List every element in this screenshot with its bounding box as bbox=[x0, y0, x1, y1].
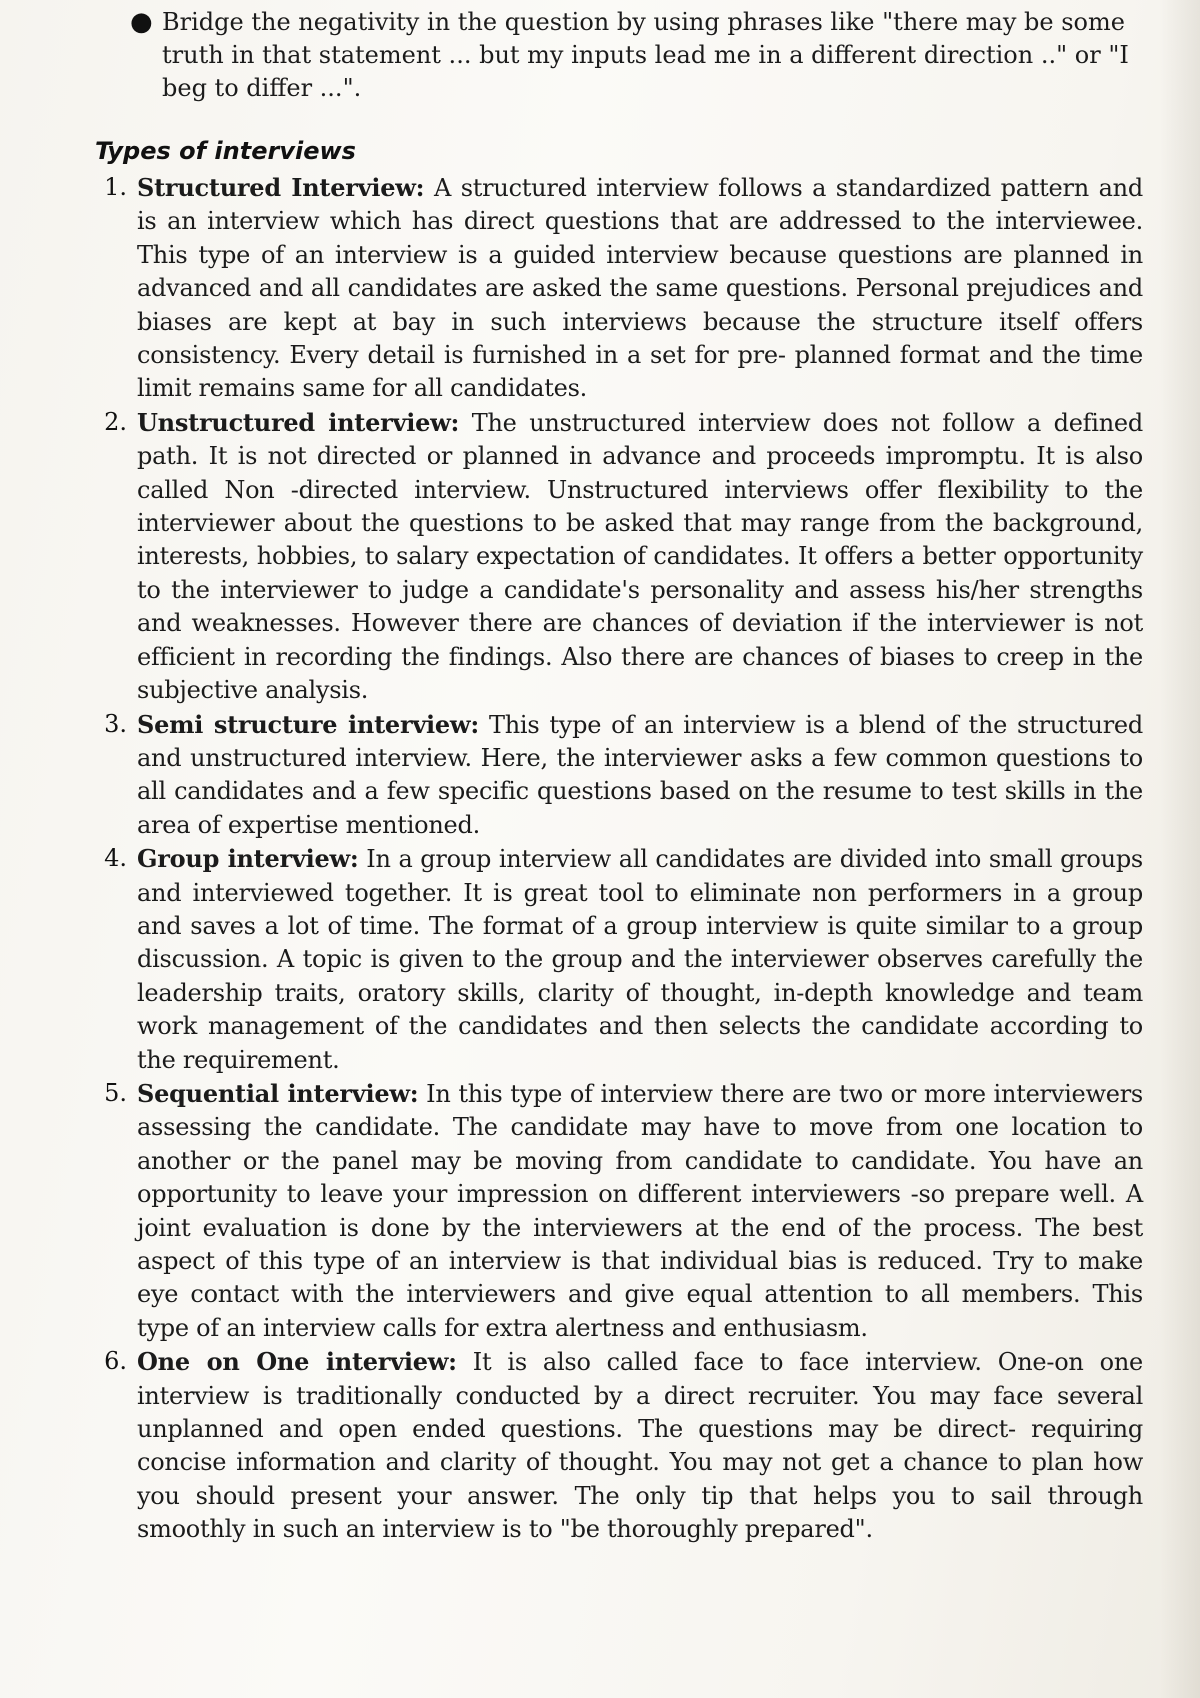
list-item-text: It is also called face to face interview. One-on one interview is traditionally conducted by a direct recruiter. You may face several unplanned and open ended questions. The questions may be direct- requiring concise information and clarity of thought. You may not get a chance to plan how you should present your answer. The only tip that helps you to sail through smoothly in such an interview is to "be thoroughly prepared". bbox=[137, 1348, 1143, 1544]
list-item-body bbox=[137, 708, 1143, 843]
list-item bbox=[95, 406, 1143, 708]
list-item bbox=[95, 842, 1143, 1077]
list-item-body bbox=[137, 406, 1143, 708]
list-item-body bbox=[137, 842, 1143, 1077]
list-item-title: Unstructured interview: bbox=[137, 407, 460, 437]
list-item-number: 3. bbox=[104, 709, 127, 738]
list-item bbox=[95, 171, 1143, 406]
list-item-title: Sequential interview: bbox=[137, 1078, 419, 1108]
list-item-number: 4. bbox=[104, 844, 127, 873]
page-edge-shadow bbox=[1160, 0, 1200, 1698]
list-item-body bbox=[137, 171, 1143, 406]
interview-types-list bbox=[95, 171, 1143, 1547]
bullet-dot-icon: ● bbox=[130, 7, 153, 37]
section-heading: Types of interviews bbox=[95, 137, 356, 165]
list-item-number: 2. bbox=[104, 407, 127, 436]
list-item-number: 1. bbox=[104, 173, 127, 201]
list-item-body bbox=[137, 1077, 1143, 1345]
list-item bbox=[95, 1077, 1143, 1345]
list-item bbox=[95, 708, 1143, 843]
page-content bbox=[95, 6, 1143, 1547]
list-item-text: In this type of interview there are two or more interviewers assessing the candidate. The candidate may have to move from one location to another or the panel may be moving from candidate to candidate. You have an opportunity to leave your impression on different interviewers -so prepare well. A joint evaluation is done by the interviewers at the end of the process. The best aspect of this type of an interview is that individual bias is reduced. Try to make eye contact with the interviewers and give equal attention to all members. This type of an interview calls for extra alertness and enthusiasm. bbox=[137, 1079, 1143, 1342]
bullet-item bbox=[130, 6, 1143, 105]
bullet-text: Bridge the negativity in the question by using phrases like "there may be some truth in that statement ... but my inputs lead me in a different direction .." or "I beg to differ ...". bbox=[162, 8, 1129, 102]
list-item-title: One on One interview: bbox=[137, 1347, 457, 1377]
list-item-title: Structured Interview: bbox=[137, 173, 425, 202]
list-item-title: Semi structure interview: bbox=[137, 709, 479, 739]
list-item-number: 6. bbox=[104, 1347, 127, 1376]
list-item-text: A structured interview follows a standardized pattern and is an interview which has direct questions that are addressed to the interviewee. This type of an interview is a guided interview because questions are planned in advanced and all candidates are asked the same questions. Personal prejudices and biases are kept at bay in such interviews because the structure itself offers consistency. Every detail is furnished in a set for pre- planned format and the time limit remains same for all candidates. bbox=[137, 174, 1143, 403]
list-item-text: The unstructured interview does not follow a defined path. It is not directed or planned in advance and proceeds impromptu. It is also called Non -directed interview. Unstructured interviews offer flexibility to the interviewer about the questions to be asked that may range from the background, interests, hobbies, to salary expectation of candidates. It offers a better opportunity to the interviewer to judge a candidate's personality and assess his/her strengths and weaknesses. However there are chances of deviation if the interviewer is not efficient in recording the findings. Also there are chances of biases to creep in the subjective analysis. bbox=[137, 408, 1143, 705]
list-item-title: Group interview: bbox=[137, 844, 359, 874]
list-item bbox=[95, 1345, 1143, 1546]
list-item-number: 5. bbox=[104, 1078, 127, 1107]
list-item-text: In a group interview all candidates are divided into small groups and interviewed together. It is great tool to eliminate non performers in a group and saves a lot of time. The format of a group interview is quite similar to a group discussion. A topic is given to the group and the interviewer observes carefully the leadership traits, oratory skills, clarity of thought, in-depth knowledge and team work management of the candidates and then selects the candidate according to the requirement. bbox=[137, 845, 1143, 1074]
list-item-text: This type of an interview is a blend of the structured and unstructured interview. Here, the interviewer asks a few common questions to all candidates and a few specific questions based on the resume to test skills in the area of expertise mentioned. bbox=[137, 710, 1143, 839]
list-item-body bbox=[137, 1345, 1143, 1546]
